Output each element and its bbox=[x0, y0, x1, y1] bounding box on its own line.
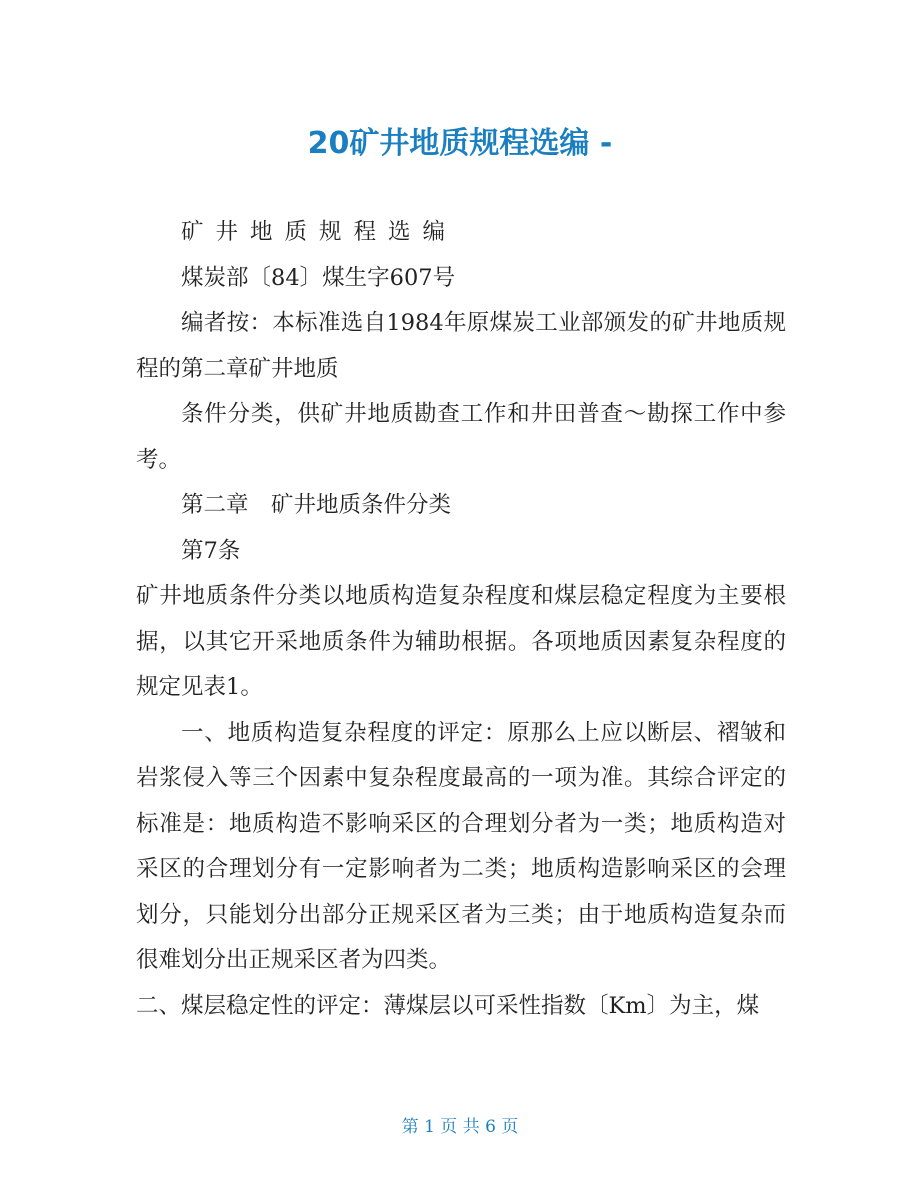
paragraph-seam-stability: 二、煤层稳定性的评定：薄煤层以可采性指数〔Km〕为主，煤 bbox=[136, 992, 760, 1019]
paragraph-editor-note-cont: 条件分类，供矿井地质勘查工作和井田普查～勘探工作中参考。 bbox=[136, 401, 786, 473]
paragraph-editor-note: 编者按：本标准选自1984年原煤炭工业部颁发的矿井地质规程的第二章矿井地质 bbox=[136, 310, 786, 382]
document-title: 20矿井地质规程选编 - bbox=[307, 126, 613, 161]
page-footer: 第 1 页 共 6 页 bbox=[401, 1117, 519, 1137]
document-body bbox=[136, 210, 786, 1029]
paragraph-chapter: 第二章 矿井地质条件分类 bbox=[181, 492, 452, 518]
paragraph-structure-complexity: 一、地质构造复杂程度的评定：原那么上应以断层、褶皱和岩浆侵入等三个因素中复杂程度最高的一项为准。其综合评定的标准是：地质构造不影响采区的合理划分者为一类；地质构造对采区的合理划分有一定影响者为二类；地质构造影响采区的会理划分，只能划分出部分正规采区者为三类；由于地质构造复杂而很难划分出正规采区者为四类。 bbox=[136, 719, 786, 973]
paragraph-issuer: 煤炭部〔84〕煤生字607号 bbox=[181, 264, 456, 291]
paragraph-article: 第7条 bbox=[181, 537, 241, 564]
paragraph-heading: 矿井地质规程选编 bbox=[181, 219, 458, 245]
paragraph-classification: 矿井地质条件分类以地质构造复杂程度和煤层稳定程度为主要根据，以其它开采地质条件为辅助根据。各项地质因素复杂程度的规定见表1。 bbox=[136, 583, 786, 700]
